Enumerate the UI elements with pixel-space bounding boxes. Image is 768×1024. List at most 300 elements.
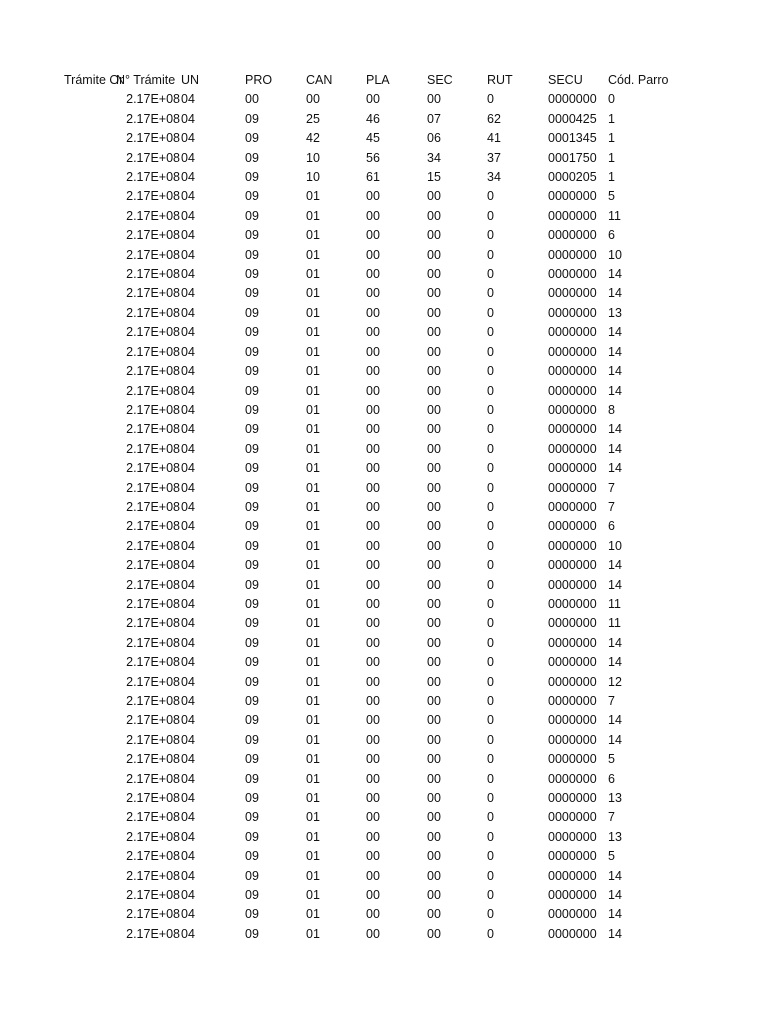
- cell-can: 01: [306, 305, 320, 320]
- cell-sec: 00: [427, 499, 441, 514]
- cell-sec: 00: [427, 344, 441, 359]
- cell-secu: 0000000: [548, 305, 597, 320]
- cell-un: 04: [181, 596, 195, 611]
- cell-rut: 0: [487, 907, 494, 922]
- cell-pro: 09: [245, 150, 259, 165]
- cell-cod-parroquia: 14: [608, 325, 622, 340]
- table-row: [0, 673, 768, 692]
- cell-cod-parroquia: 1: [608, 111, 615, 126]
- cell-secu: 0000000: [548, 694, 597, 708]
- cell-rut: 0: [487, 499, 494, 514]
- cell-can: 01: [306, 635, 320, 650]
- cell-pro: 09: [245, 771, 259, 786]
- cell-pro: 09: [245, 674, 259, 689]
- table-row: [0, 614, 768, 633]
- cell-secu: 0000000: [548, 926, 597, 941]
- cell-secu: 0000000: [548, 791, 597, 806]
- cell-tramite-number: 2.17E+08: [126, 402, 180, 417]
- cell-pro: 09: [245, 131, 259, 146]
- cell-pro: 00: [245, 92, 259, 107]
- cell-pla: 00: [366, 771, 380, 786]
- cell-sec: 00: [427, 422, 441, 437]
- cell-can: 01: [306, 228, 320, 243]
- table-row: [0, 711, 768, 730]
- cell-rut: 0: [487, 383, 494, 398]
- cell-secu: 0000000: [548, 499, 597, 514]
- cell-sec: 00: [427, 674, 441, 689]
- cell-un: 04: [181, 111, 195, 126]
- header-secu: SECU: [548, 73, 583, 87]
- cell-pro: 09: [245, 208, 259, 223]
- cell-pla: 00: [366, 888, 380, 903]
- cell-un: 04: [181, 655, 195, 670]
- cell-sec: 06: [427, 131, 441, 146]
- cell-can: 01: [306, 732, 320, 747]
- cell-tramite-number: 2.17E+08: [126, 888, 180, 903]
- table-row: [0, 576, 768, 595]
- cell-secu: 0000000: [548, 868, 597, 883]
- cell-tramite-number: 2.17E+08: [126, 499, 180, 514]
- cell-cod-parroquia: 14: [608, 713, 622, 728]
- cell-pla: 00: [366, 596, 380, 611]
- cell-un: 04: [181, 344, 195, 359]
- cell-pro: 09: [245, 461, 259, 476]
- table-row: [0, 925, 768, 944]
- cell-can: 01: [306, 402, 320, 417]
- cell-rut: 0: [487, 829, 494, 844]
- cell-can: 01: [306, 267, 320, 282]
- cell-tramite-number: 2.17E+08: [126, 926, 180, 941]
- cell-sec: 00: [427, 849, 441, 864]
- cell-rut: 0: [487, 344, 494, 359]
- cell-pla: 00: [366, 868, 380, 883]
- cell-pro: 09: [245, 441, 259, 456]
- table-row: [0, 343, 768, 362]
- cell-sec: 00: [427, 810, 441, 825]
- cell-rut: 41: [487, 131, 501, 146]
- cell-pla: 00: [366, 519, 380, 534]
- cell-pro: 09: [245, 344, 259, 359]
- table-row: [0, 90, 768, 109]
- cell-tramite-number: 2.17E+08: [126, 713, 180, 728]
- cell-cod-parroquia: 14: [608, 926, 622, 941]
- cell-cod-parroquia: 6: [608, 519, 615, 534]
- cell-pro: 09: [245, 383, 259, 398]
- table-row: [0, 323, 768, 342]
- table-row: [0, 265, 768, 284]
- cell-cod-parroquia: 11: [608, 208, 621, 223]
- cell-sec: 00: [427, 189, 441, 204]
- cell-pla: 00: [366, 364, 380, 379]
- cell-rut: 0: [487, 752, 494, 767]
- cell-secu: 0000000: [548, 325, 597, 340]
- table-row: [0, 828, 768, 847]
- cell-can: 01: [306, 422, 320, 437]
- cell-rut: 0: [487, 402, 494, 417]
- cell-rut: 0: [487, 92, 494, 107]
- table-row: [0, 847, 768, 866]
- cell-pla: 00: [366, 325, 380, 340]
- cell-secu: 0000000: [548, 344, 597, 359]
- table-row: [0, 692, 768, 711]
- cell-tramite-number: 2.17E+08: [126, 674, 180, 689]
- cell-tramite-number: 2.17E+08: [126, 150, 180, 165]
- cell-can: 01: [306, 208, 320, 223]
- cell-pro: 09: [245, 538, 259, 553]
- cell-can: 01: [306, 499, 320, 514]
- cell-sec: 00: [427, 752, 441, 767]
- cell-un: 04: [181, 538, 195, 553]
- cell-secu: 0000000: [548, 829, 597, 844]
- cell-pro: 09: [245, 267, 259, 282]
- table-row: [0, 207, 768, 226]
- cell-un: 04: [181, 422, 195, 437]
- cell-rut: 0: [487, 325, 494, 340]
- cell-cod-parroquia: 7: [608, 810, 615, 825]
- cell-un: 04: [181, 305, 195, 320]
- table-row: [0, 731, 768, 750]
- cell-pla: 00: [366, 849, 380, 864]
- cell-pla: 46: [366, 111, 380, 126]
- cell-can: 01: [306, 907, 320, 922]
- cell-un: 04: [181, 635, 195, 650]
- cell-un: 04: [181, 694, 195, 708]
- cell-rut: 0: [487, 480, 494, 495]
- header-pro: PRO: [245, 73, 273, 87]
- cell-secu: 0000000: [548, 441, 597, 456]
- cell-secu: 0000000: [548, 655, 597, 670]
- cell-cod-parroquia: 14: [608, 635, 622, 650]
- cell-sec: 00: [427, 441, 441, 456]
- cell-secu: 0000000: [548, 771, 597, 786]
- cell-cod-parroquia: 14: [608, 732, 622, 747]
- cell-pro: 09: [245, 810, 259, 825]
- cell-pla: 00: [366, 810, 380, 825]
- cell-un: 04: [181, 752, 195, 767]
- cell-cod-parroquia: 14: [608, 907, 622, 922]
- cell-secu: 0000000: [548, 383, 597, 398]
- cell-sec: 00: [427, 577, 441, 592]
- cell-sec: 00: [427, 616, 441, 631]
- cell-sec: 00: [427, 286, 441, 301]
- cell-pro: 09: [245, 499, 259, 514]
- cell-tramite-number: 2.17E+08: [126, 771, 180, 786]
- cell-cod-parroquia: 14: [608, 655, 622, 670]
- cell-pro: 09: [245, 558, 259, 573]
- cell-secu: 0000000: [548, 364, 597, 379]
- cell-tramite-number: 2.17E+08: [126, 829, 180, 844]
- cell-secu: 0000000: [548, 713, 597, 728]
- cell-secu: 0000000: [548, 461, 597, 476]
- cell-rut: 0: [487, 267, 494, 282]
- cell-un: 04: [181, 461, 195, 476]
- cell-pla: 00: [366, 926, 380, 941]
- cell-un: 04: [181, 480, 195, 495]
- cell-cod-parroquia: 13: [608, 829, 622, 844]
- cell-tramite-number: 2.17E+08: [126, 732, 180, 747]
- cell-can: 01: [306, 364, 320, 379]
- cell-secu: 0000000: [548, 810, 597, 825]
- cell-rut: 0: [487, 247, 494, 262]
- cell-rut: 0: [487, 791, 494, 806]
- cell-cod-parroquia: 13: [608, 791, 622, 806]
- cell-can: 01: [306, 771, 320, 786]
- cell-cod-parroquia: 14: [608, 441, 622, 456]
- cell-pla: 45: [366, 131, 380, 146]
- cell-pla: 00: [366, 538, 380, 553]
- cell-pla: 00: [366, 577, 380, 592]
- cell-cod-parroquia: 14: [608, 422, 622, 437]
- cell-sec: 00: [427, 519, 441, 534]
- cell-tramite-number: 2.17E+08: [126, 519, 180, 534]
- table-row: [0, 886, 768, 905]
- cell-sec: 00: [427, 596, 441, 611]
- cell-sec: 00: [427, 926, 441, 941]
- cell-pro: 09: [245, 519, 259, 534]
- cell-sec: 00: [427, 208, 441, 223]
- cell-secu: 0000000: [548, 596, 597, 611]
- cell-tramite-number: 2.17E+08: [126, 791, 180, 806]
- cell-rut: 0: [487, 732, 494, 747]
- cell-tramite-number: 2.17E+08: [126, 364, 180, 379]
- cell-secu: 0000000: [548, 849, 597, 864]
- cell-pro: 09: [245, 829, 259, 844]
- cell-rut: 0: [487, 519, 494, 534]
- cell-secu: 0000000: [548, 558, 597, 573]
- cell-tramite-number: 2.17E+08: [126, 810, 180, 825]
- cell-tramite-number: 2.17E+08: [126, 441, 180, 456]
- cell-pla: 00: [366, 208, 380, 223]
- cell-can: 01: [306, 286, 320, 301]
- cell-rut: 0: [487, 888, 494, 903]
- cell-pro: 09: [245, 286, 259, 301]
- cell-cod-parroquia: 7: [608, 499, 615, 514]
- cell-pla: 00: [366, 402, 380, 417]
- cell-pro: 09: [245, 616, 259, 631]
- cell-pro: 09: [245, 422, 259, 437]
- cell-pla: 00: [366, 189, 380, 204]
- cell-sec: 00: [427, 402, 441, 417]
- table-row: [0, 653, 768, 672]
- table-row: [0, 537, 768, 556]
- table-row: [0, 905, 768, 924]
- table-row: [0, 808, 768, 827]
- cell-rut: 0: [487, 228, 494, 243]
- cell-pla: 00: [366, 907, 380, 922]
- cell-cod-parroquia: 6: [608, 228, 615, 243]
- cell-un: 04: [181, 325, 195, 340]
- cell-pla: 00: [366, 480, 380, 495]
- table-row: [0, 149, 768, 168]
- cell-secu: 0000000: [548, 635, 597, 650]
- cell-pla: 00: [366, 694, 380, 708]
- cell-tramite-number: 2.17E+08: [126, 111, 180, 126]
- cell-secu: 0000000: [548, 402, 597, 417]
- cell-rut: 62: [487, 111, 501, 126]
- cell-tramite-number: 2.17E+08: [126, 92, 180, 107]
- cell-pro: 09: [245, 926, 259, 941]
- cell-rut: 0: [487, 461, 494, 476]
- cell-pla: 00: [366, 732, 380, 747]
- cell-un: 04: [181, 383, 195, 398]
- table-row: [0, 634, 768, 653]
- table-row: [0, 382, 768, 401]
- cell-un: 04: [181, 131, 195, 146]
- cell-cod-parroquia: 11: [608, 616, 621, 631]
- cell-tramite-number: 2.17E+08: [126, 461, 180, 476]
- table-row: [0, 440, 768, 459]
- cell-rut: 0: [487, 926, 494, 941]
- cell-rut: 0: [487, 538, 494, 553]
- cell-sec: 34: [427, 150, 441, 165]
- table-row: [0, 595, 768, 614]
- cell-rut: 0: [487, 635, 494, 650]
- cell-un: 04: [181, 228, 195, 243]
- cell-can: 01: [306, 829, 320, 844]
- cell-un: 04: [181, 208, 195, 223]
- cell-un: 04: [181, 189, 195, 204]
- cell-secu: 0000000: [548, 480, 597, 495]
- header-can: CAN: [306, 73, 333, 87]
- cell-secu: 0000000: [548, 286, 597, 301]
- cell-pla: 61: [366, 170, 380, 185]
- cell-can: 25: [306, 111, 320, 126]
- cell-can: 01: [306, 577, 320, 592]
- cell-tramite-number: 2.17E+08: [126, 305, 180, 320]
- cell-rut: 0: [487, 364, 494, 379]
- cell-un: 04: [181, 170, 195, 185]
- cell-pro: 09: [245, 596, 259, 611]
- cell-can: 01: [306, 461, 320, 476]
- cell-can: 01: [306, 189, 320, 204]
- cell-sec: 15: [427, 170, 441, 185]
- table-row: [0, 556, 768, 575]
- cell-rut: 0: [487, 810, 494, 825]
- cell-can: 10: [306, 170, 320, 185]
- cell-pla: 00: [366, 461, 380, 476]
- table-row: [0, 420, 768, 439]
- cell-cod-parroquia: 1: [608, 170, 615, 185]
- cell-un: 04: [181, 558, 195, 573]
- header-tramite-orig: Trámite Or: [64, 73, 124, 87]
- cell-pro: 09: [245, 907, 259, 922]
- header-un: UN: [181, 73, 200, 87]
- cell-sec: 00: [427, 364, 441, 379]
- cell-rut: 0: [487, 694, 494, 708]
- cell-can: 01: [306, 441, 320, 456]
- cell-un: 04: [181, 267, 195, 282]
- cell-un: 04: [181, 577, 195, 592]
- cell-pro: 09: [245, 325, 259, 340]
- cell-can: 00: [306, 92, 320, 107]
- cell-can: 01: [306, 247, 320, 262]
- cell-un: 04: [181, 499, 195, 514]
- cell-secu: 0000205: [548, 170, 597, 185]
- cell-cod-parroquia: 11: [608, 596, 621, 611]
- cell-cod-parroquia: 5: [608, 752, 615, 767]
- cell-rut: 0: [487, 655, 494, 670]
- cell-pro: 09: [245, 868, 259, 883]
- table-row: [0, 226, 768, 245]
- cell-pro: 09: [245, 228, 259, 243]
- table-row: [0, 304, 768, 323]
- cell-cod-parroquia: 5: [608, 189, 615, 204]
- cell-cod-parroquia: 14: [608, 383, 622, 398]
- cell-secu: 0000000: [548, 189, 597, 204]
- cell-pro: 09: [245, 888, 259, 903]
- cell-sec: 00: [427, 791, 441, 806]
- cell-pro: 09: [245, 577, 259, 592]
- cell-tramite-number: 2.17E+08: [126, 868, 180, 883]
- cell-can: 01: [306, 383, 320, 398]
- cell-rut: 0: [487, 596, 494, 611]
- cell-cod-parroquia: 14: [608, 286, 622, 301]
- cell-pro: 09: [245, 849, 259, 864]
- cell-tramite-number: 2.17E+08: [126, 267, 180, 282]
- cell-pro: 09: [245, 713, 259, 728]
- cell-pla: 56: [366, 150, 380, 165]
- cell-pro: 09: [245, 111, 259, 126]
- cell-can: 01: [306, 810, 320, 825]
- cell-pro: 09: [245, 364, 259, 379]
- cell-secu: 0000000: [548, 208, 597, 223]
- cell-cod-parroquia: 14: [608, 558, 622, 573]
- cell-secu: 0000000: [548, 907, 597, 922]
- cell-sec: 00: [427, 325, 441, 340]
- cell-secu: 0000000: [548, 616, 597, 631]
- cell-secu: 0000000: [548, 422, 597, 437]
- cell-cod-parroquia: 0: [608, 92, 615, 107]
- table-row: [0, 750, 768, 769]
- cell-tramite-number: 2.17E+08: [126, 170, 180, 185]
- cell-sec: 00: [427, 732, 441, 747]
- cell-pla: 00: [366, 92, 380, 107]
- cell-cod-parroquia: 14: [608, 888, 622, 903]
- cell-rut: 37: [487, 150, 501, 165]
- cell-rut: 0: [487, 558, 494, 573]
- cell-can: 01: [306, 849, 320, 864]
- cell-rut: 0: [487, 771, 494, 786]
- cell-pla: 00: [366, 228, 380, 243]
- cell-sec: 00: [427, 558, 441, 573]
- cell-pro: 09: [245, 791, 259, 806]
- cell-sec: 00: [427, 635, 441, 650]
- cell-can: 01: [306, 655, 320, 670]
- cell-rut: 0: [487, 189, 494, 204]
- cell-cod-parroquia: 6: [608, 771, 615, 786]
- table-row: [0, 362, 768, 381]
- cell-un: 04: [181, 907, 195, 922]
- cell-pla: 00: [366, 441, 380, 456]
- cell-cod-parroquia: 13: [608, 305, 622, 320]
- cell-sec: 07: [427, 111, 441, 126]
- cell-sec: 00: [427, 461, 441, 476]
- cell-un: 04: [181, 926, 195, 941]
- table-row: [0, 401, 768, 420]
- header-rut: RUT: [487, 73, 513, 87]
- cell-can: 01: [306, 713, 320, 728]
- cell-can: 01: [306, 480, 320, 495]
- cell-tramite-number: 2.17E+08: [126, 577, 180, 592]
- cell-un: 04: [181, 286, 195, 301]
- cell-cod-parroquia: 14: [608, 267, 622, 282]
- cell-tramite-number: 2.17E+08: [126, 849, 180, 864]
- cell-un: 04: [181, 771, 195, 786]
- cell-can: 01: [306, 791, 320, 806]
- table-row: [0, 498, 768, 517]
- cell-un: 04: [181, 364, 195, 379]
- cell-pro: 09: [245, 402, 259, 417]
